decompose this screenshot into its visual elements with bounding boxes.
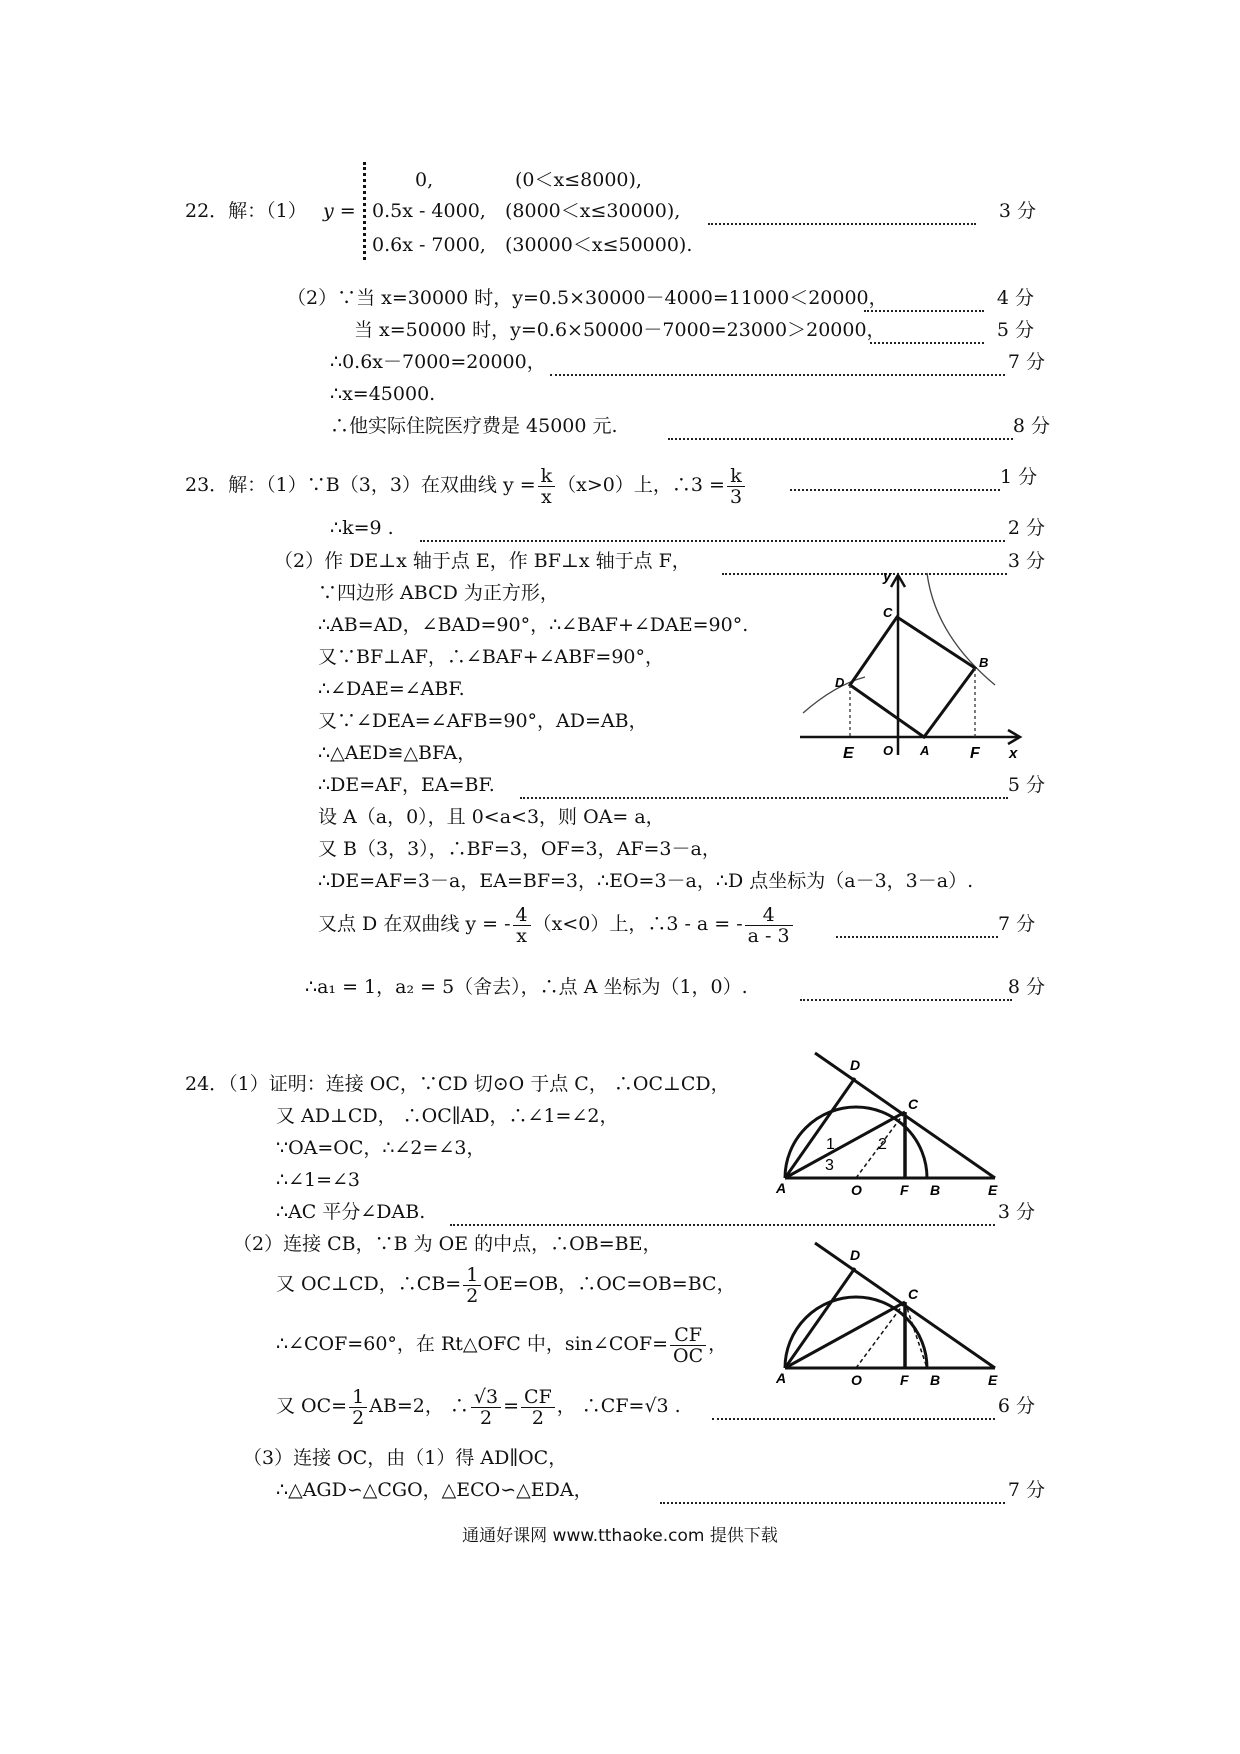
q23-line3: （2）作 DE⊥x 轴于点 E，作 BF⊥x 轴于点 F， — [274, 550, 691, 572]
q22-case2-expr: 0.5x - 4000, — [372, 200, 486, 222]
q23-frac-k-x: $\frac{k}{x}$ — [538, 466, 556, 507]
q23-line10: ∴DE=AF，EA=BF. — [318, 774, 495, 796]
q24-line3: ∵OA=OC，∴∠2=∠3， — [276, 1137, 486, 1159]
q23-line8: 又∵∠DEA=∠AFB=90°，AD=AB， — [318, 710, 648, 732]
q24-line9-c: = — [503, 1395, 520, 1417]
fig24a-label-1: 1 — [826, 1136, 835, 1153]
fig24a-label-d: D — [850, 1057, 861, 1073]
q23-line2: ∴k=9 . — [330, 517, 394, 539]
fig24b-label-d: D — [850, 1247, 861, 1263]
q24-frac-cf-2: $\frac{CF}{2}$ — [521, 1387, 555, 1428]
q24-line1: 24．（1）证明：连接 OC，∵CD 切⊙O 于点 C， ∴OC⊥CD， — [185, 1073, 730, 1095]
q23-line1-score: 1 分 — [1000, 466, 1038, 488]
q23-line12: 又 B（3，3），∴BF=3，OF=3，AF=3－a， — [318, 838, 721, 860]
q23-frac-k-3: $\frac{k}{3}$ — [727, 466, 745, 507]
fig23-hyperbola-left — [803, 677, 865, 713]
q23-line13: ∴DE=AF=3－a，EA=BF=3，∴EO=3－a，∴D 点坐标为（a－3，3－a）. — [318, 870, 974, 892]
page-footer: 通通好课网 www.tthaoke.com 提供下载 — [462, 1526, 778, 1546]
fig24b-ad — [785, 1268, 855, 1368]
q23-frac-4-x: $\frac{4}{x}$ — [513, 905, 531, 946]
fig24a-label-c: C — [908, 1096, 919, 1112]
q22-line2-score: 4 分 — [996, 287, 1034, 309]
q23-line15: ∴a₁ = 1，a₂ = 5（舍去），∴点 A 坐标为（1，0）. — [305, 976, 748, 998]
fig24a-label-e: E — [988, 1182, 998, 1198]
q22-case1-cond: (0＜x≤8000), — [515, 169, 642, 191]
q24-figure-1 — [770, 1045, 1010, 1198]
fig23-square — [850, 617, 975, 737]
fig24a-label-a: A — [776, 1180, 787, 1196]
q23-line4: ∵四边形 ABCD 为正方形， — [318, 582, 559, 604]
q24-line8 — [276, 1322, 727, 1366]
fig24b-label-e: E — [988, 1372, 998, 1388]
q23-line1-leader — [790, 465, 1000, 489]
q23-line14 — [318, 902, 795, 946]
q22-case1-expr: 0, — [415, 169, 434, 191]
q24-line6: （2）连接 CB，∵B 为 OE 的中点，∴OB=BE， — [233, 1233, 662, 1255]
fig24b-label-a: A — [776, 1370, 787, 1386]
q23-line2-leader — [420, 516, 1005, 540]
fig23-label-b: B — [979, 655, 989, 670]
q24-line9-b: AB=2， ∴ — [369, 1395, 469, 1417]
q22-p1-score: 3 分 — [998, 200, 1036, 222]
q24-line8-b: ， — [708, 1333, 728, 1355]
fig24b-label-o: O — [851, 1372, 862, 1388]
fig23-label-e: E — [843, 745, 854, 762]
q23-line3-score: 3 分 — [1007, 550, 1045, 572]
q24-line9-a: 又 OC= — [276, 1395, 348, 1417]
q24-line8-a: ∴∠COF=60°，在 Rt△OFC 中，sin∠COF= — [276, 1333, 669, 1355]
q24-line11: ∴△AGD∽△CGO，△ECO∽△EDA， — [276, 1479, 593, 1501]
q24-line11-leader — [660, 1478, 1005, 1502]
q24-line9-leader — [712, 1394, 995, 1418]
q24-line4: ∴∠1=∠3 — [276, 1169, 361, 1191]
fig23-label-o: O — [883, 743, 894, 758]
q22-line2-leader — [864, 286, 984, 310]
q22-case2-cond: (8000＜x≤30000), — [505, 200, 681, 222]
q24-line5-leader — [450, 1200, 995, 1224]
q22-line3-score: 5 分 — [996, 319, 1034, 341]
q23-line6: 又∵BF⊥AF，∴∠BAF+∠ABF=90°， — [318, 646, 665, 668]
q22-case3-expr: 0.6x - 7000, — [372, 234, 486, 256]
q23-line14-score: 7 分 — [998, 913, 1036, 935]
fig23-label-y: y — [883, 568, 892, 585]
q24-figure-2 — [770, 1235, 1010, 1388]
q22-line3-leader — [870, 318, 984, 342]
q23-line9: ∴△AED≌△BFA， — [318, 742, 477, 764]
fig24b-label-f: F — [900, 1372, 909, 1388]
fig24a-label-f: F — [900, 1182, 909, 1198]
fig24a-label-2: 2 — [878, 1136, 887, 1153]
q23-line5: ∴AB=AD，∠BAD=90°，∴∠BAF+∠DAE=90°. — [318, 614, 749, 636]
q23-line2-score: 2 分 — [1007, 517, 1045, 539]
q23-line14-leader — [836, 912, 998, 936]
q24-line5-score: 3 分 — [997, 1201, 1035, 1223]
q23-line7: ∴∠DAE=∠ABF. — [318, 678, 465, 700]
q24-line9 — [276, 1384, 681, 1428]
q23-line1 — [185, 464, 747, 508]
q23-line15-score: 8 分 — [1007, 976, 1045, 998]
fig24b-label-c: C — [908, 1286, 919, 1302]
q24-line7-a: 又 OC⊥CD，∴CB= — [276, 1273, 462, 1295]
q22-line6: ∴他实际住院医疗费是 45000 元. — [330, 415, 618, 437]
fig23-label-a: A — [920, 743, 930, 758]
q24-line9-d: ， ∴CF=√3 . — [556, 1395, 681, 1417]
fig23-label-d: D — [835, 675, 845, 690]
q22-line5: ∴x=45000. — [330, 383, 436, 405]
fig23-label-x: x — [1009, 745, 1018, 762]
q24-line10: （3）连接 OC，由（1）得 AD∥OC， — [243, 1447, 568, 1469]
q24-frac-1-2a: $\frac{1}{2}$ — [463, 1265, 481, 1306]
q22-line2: （2）∵当 x=30000 时，y=0.5×30000－4000=11000＜20000， — [287, 287, 888, 309]
fig23-label-f: F — [970, 745, 980, 762]
q24-frac-cf-oc: $\frac{CF}{OC}$ — [670, 1325, 706, 1366]
q23-figure — [795, 565, 1030, 765]
q24-line11-score: 7 分 — [1007, 1479, 1045, 1501]
q22-line3: 当 x=50000 时，y=0.6×50000－7000=23000＞20000， — [354, 319, 886, 341]
q24-line2: 又 AD⊥CD， ∴OC∥AD，∴∠1=∠2， — [276, 1105, 619, 1127]
q24-frac-1-2b: $\frac{1}{2}$ — [349, 1387, 367, 1428]
q22-lead: 22．解：（1） — [185, 200, 307, 222]
q24-frac-sqrt3-2: $\frac{√3}{2}$ — [471, 1387, 501, 1428]
q22-line4: ∴0.6x－7000=20000， — [330, 351, 546, 373]
q23-frac-4-a3: $\frac{4}{a - 3}$ — [745, 905, 793, 946]
fig24a-ad — [785, 1078, 855, 1178]
q22-p1-leader — [708, 199, 976, 223]
q22-case3-cond: (30000＜x≤50000). — [505, 234, 693, 256]
q23-line14-a: 又点 D 在双曲线 y = - — [318, 913, 511, 935]
fig24b-ac — [785, 1302, 905, 1368]
q23-line15-leader — [800, 975, 1012, 999]
fig24a-label-b: B — [930, 1182, 941, 1198]
piecewise-brace — [363, 162, 372, 260]
q24-line5: ∴AC 平分∠DAB. — [276, 1201, 426, 1223]
fig24a-ac — [785, 1112, 905, 1178]
fig24a-label-3: 3 — [825, 1157, 834, 1174]
q23-line10-leader — [520, 773, 1008, 797]
q23-line1-b: （x>0）上，∴3 = — [557, 474, 725, 496]
fig24a-label-o: O — [851, 1182, 862, 1198]
q23-line14-b: （x<0）上，∴3 - a = - — [532, 913, 743, 935]
q24-line9-score: 6 分 — [997, 1395, 1035, 1417]
fig23-label-c: C — [883, 605, 893, 620]
q22-line4-leader — [550, 350, 1005, 374]
q24-line7 — [276, 1262, 736, 1306]
q22-line4-score: 7 分 — [1007, 351, 1045, 373]
q23-line11: 设 A（a，0），且 0<a<3，则 OA= a， — [318, 806, 665, 828]
q23-line1-a: 23．解：（1）∵B（3，3）在双曲线 y = — [185, 474, 536, 496]
q22-y-eq: y = — [323, 200, 356, 222]
q22-line6-score: 8 分 — [1012, 415, 1050, 437]
q22-line6-leader — [668, 414, 1013, 438]
fig24b-label-b: B — [930, 1372, 941, 1388]
q24-line7-b: OE=OB，∴OC=OB=BC， — [483, 1273, 736, 1295]
q23-line10-score: 5 分 — [1007, 774, 1045, 796]
